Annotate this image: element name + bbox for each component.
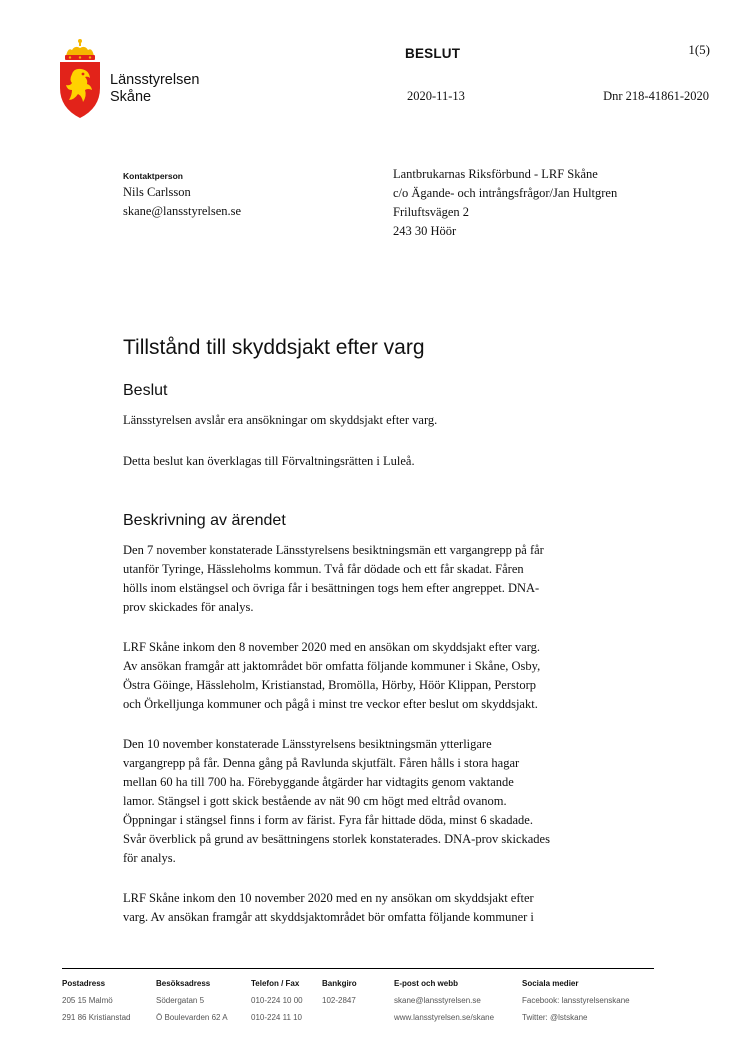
paragraph-line: LRF Skåne inkom den 10 november 2020 med en ny ansökan om skyddsjakt efter [123,891,534,905]
paragraph-line: hölls inom elstängsel och övriga får i besättningen togs hem efter angreppet. DNA- [123,581,540,595]
recipient-line: c/o Ägande- och intrångsfrågor/Jan Hultgren [393,186,618,200]
footer-label: Telefon / Fax [251,979,300,988]
recipient-line: 243 30 Höör [393,224,457,238]
paragraph-line: Svår överblick på grund av besättningens storlek konstaterades. DNA-prov skickades [123,832,550,846]
paragraph-line: Av ansökan framgår att jaktområdet bör omfatta följande kommuner i Skåne, Osby, [123,659,541,673]
paragraph [123,452,643,471]
footer-value: Södergatan 5 [156,996,205,1005]
recipient-line: Friluftsvägen 2 [393,205,470,219]
paragraph-line: mellan 60 ha till 700 ha. Förebyggande åtgärder har vidtagits genom vaktande [123,775,514,789]
paragraph-line: varg. Av ansökan framgår att skyddsjaktområdet bör omfatta följande kommuner i [123,910,534,924]
paragraph [123,889,643,927]
footer-column-telefon [251,975,303,1026]
contact-block [123,170,241,221]
org-name-line1: Länsstyrelsen [110,72,200,88]
paragraph [123,638,643,714]
crown-icon [65,39,95,60]
footer-column-sociala-medier [522,975,630,1026]
griffin-shield-icon [60,62,100,118]
paragraph-line: Detta beslut kan överklagas till Förvaltningsrätten i Luleå. [123,454,415,468]
footer-value: 205 15 Malmö [62,996,113,1005]
paragraph [123,411,643,430]
footer-email-link[interactable]: skane@lansstyrelsen.se [394,996,481,1005]
document-date: 2020-11-13 [407,89,465,103]
paragraph-line: för analys. [123,851,176,865]
footer-value: 010-224 10 00 [251,996,303,1005]
paragraph-line: och Örkelljunga kommuner och pågå i minst tre veckor efter beslut om skyddsjakt. [123,697,538,711]
footer-label: Bankgiro [322,979,357,988]
footer-web-link[interactable]: www.lansstyrelsen.se/skane [394,1013,495,1022]
footer-column-postadress [62,975,131,1026]
paragraph-line: Öppningar i stängsel finns i form av färist. Fyra får hittade döda, minst 6 skadade. [123,813,533,827]
footer-label: Postadress [62,979,106,988]
contact-label: Kontaktperson [123,171,183,181]
paragraph-line: Östra Göinge, Hässleholm, Kristianstad, Bromölla, Hörby, Höör Klippan, Perstorp [123,678,537,692]
contact-email: skane@lansstyrelsen.se [123,204,242,218]
footer-column-besoksadress [156,975,228,1026]
paragraph-line: prov skickades för analys. [123,600,254,614]
footer-column-bankgiro [322,975,357,1009]
contact-name: Nils Carlsson [123,185,191,199]
section-heading-beslut: Beslut [123,382,168,399]
footer-value: 010-224 11 10 [251,1013,303,1022]
org-name-line2: Skåne [110,89,152,105]
footer-divider [62,968,654,969]
page-number: 1(5) [688,42,710,57]
footer-column-epost [394,975,494,1026]
footer-value: 102-2847 [322,996,356,1005]
coat-of-arms-logo [58,38,102,120]
paragraph-line: Den 7 november konstaterade Länsstyrelsens besiktningsmän ett vargangrepp på får [123,543,544,557]
footer-value: 291 86 Kristianstad [62,1013,131,1022]
paragraph [123,735,643,868]
paragraph-line: Den 10 november konstaterade Länsstyrelsens besiktningsmän ytterligare [123,737,492,751]
section-heading-beskrivning: Beskrivning av ärendet [123,512,286,529]
footer-label: Sociala medier [522,979,579,988]
paragraph-line: utanför Tyringe, Hässleholms kommun. Två får dödade och ett får skadat. Fåren [123,562,524,576]
footer-label: Besöksadress [156,979,211,988]
paragraph-line: vargangrepp på får. Denna gång på Ravlunda skjutfält. Fåren hålls i stora hagar [123,756,520,770]
footer-label: E-post och webb [394,979,458,988]
footer-facebook-link[interactable]: Facebook: lansstyrelsenskane [522,996,630,1005]
document-type: BESLUT [405,46,461,61]
footer-twitter-link[interactable]: Twitter: @lstskane [522,1013,588,1022]
paragraph-line: Länsstyrelsen avslår era ansökningar om skyddsjakt efter varg. [123,413,438,427]
recipient-address [393,165,617,241]
organization-name [110,72,199,106]
paragraph-line: lamor. Stängsel i gott skick bestående av nät 90 cm högt med eltråd ovanom. [123,794,507,808]
paragraph [123,541,643,617]
case-number: Dnr 218-41861-2020 [603,89,709,103]
recipient-line: Lantbrukarnas Riksförbund - LRF Skåne [393,167,598,181]
page-title: Tillstånd till skyddsjakt efter varg [123,336,425,359]
paragraph-line: LRF Skåne inkom den 8 november 2020 med en ansökan om skyddsjakt efter varg. [123,640,541,654]
footer-value: Ö Boulevarden 62 A [156,1013,228,1022]
